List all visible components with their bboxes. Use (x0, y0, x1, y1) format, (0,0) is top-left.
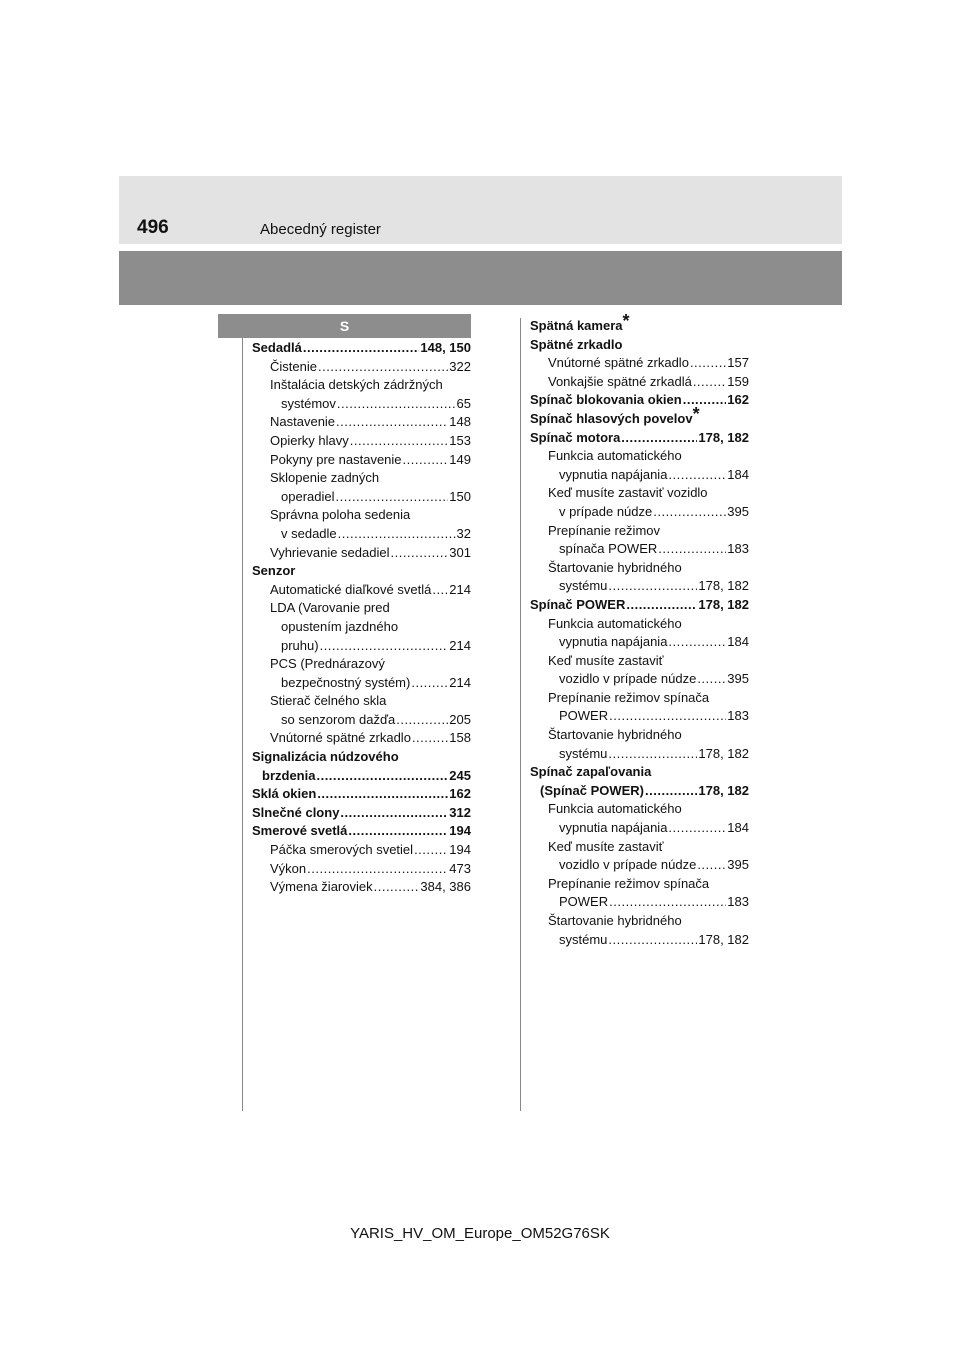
index-term: PCS (Prednárazový (270, 656, 385, 672)
index-term: Funkcia automatického (548, 615, 682, 631)
header-bar (119, 176, 842, 244)
index-term: Keď musíte zastaviť vozidlo (548, 485, 708, 501)
index-term: Páčka smerových svetiel (270, 842, 414, 858)
dot-leader (608, 931, 697, 950)
index-entry (252, 544, 471, 563)
dot-leader (390, 544, 448, 563)
index-entry (252, 581, 471, 600)
index-entry (530, 522, 749, 541)
index-entry (530, 838, 749, 857)
index-page-ref: 301 (449, 544, 471, 560)
index-page-ref: 194 (449, 823, 471, 839)
index-entry (530, 707, 749, 726)
index-entry (530, 912, 749, 931)
index-term: Slnečné clony (252, 804, 340, 820)
index-entry (252, 767, 471, 786)
index-term: Inštalácia detských zádržných (270, 377, 443, 393)
index-term: Spínač blokovania okien (530, 392, 682, 408)
dot-leader (645, 782, 697, 801)
index-entry (252, 488, 471, 507)
index-entry (530, 670, 749, 689)
dot-leader (307, 860, 448, 879)
page-title: Abecedný register (260, 221, 381, 238)
index-term: Vnútorné spätné zrkadlo (548, 355, 689, 371)
dot-leader (658, 540, 726, 559)
index-term: systému (559, 745, 608, 761)
dot-leader (693, 373, 726, 392)
document-code: YARIS_HV_OM_Europe_OM52G76SK (350, 1225, 610, 1242)
index-term: systému (559, 931, 608, 947)
index-term: opustením jazdného (281, 618, 399, 634)
index-entry (530, 429, 749, 448)
index-page-ref: 214 (449, 637, 471, 653)
dot-leader (414, 841, 448, 860)
index-page-ref: 178, 182 (698, 931, 749, 947)
dot-leader (690, 354, 726, 373)
index-term: Sedadlá (252, 340, 302, 355)
index-entry (252, 395, 471, 414)
dot-leader (608, 577, 697, 596)
index-page-ref: 395 (727, 671, 749, 687)
index-page-ref: 158 (449, 730, 471, 746)
index-page-ref: 148 (449, 414, 471, 430)
dot-leader (621, 429, 697, 448)
index-entry (530, 819, 749, 838)
index-page-ref: 183 (727, 894, 749, 910)
index-term: POWER (559, 894, 609, 910)
dot-leader (609, 893, 726, 912)
index-entry (530, 596, 749, 615)
dot-leader (608, 745, 697, 764)
index-entry (530, 652, 749, 671)
index-page-ref: 184 (727, 634, 749, 650)
index-term: Čistenie (270, 358, 317, 374)
dot-leader (683, 391, 727, 410)
index-entry (252, 692, 471, 711)
index-term: Prepínanie režimov (548, 522, 660, 538)
dot-leader (697, 670, 726, 689)
index-term: Spínač motora (530, 429, 621, 445)
index-column-left (252, 339, 471, 897)
index-term: vozidlo v prípade núdze (559, 857, 697, 873)
index-entry (530, 800, 749, 819)
index-term: pruhu) (281, 637, 319, 653)
index-term: Sklá okien (252, 786, 317, 802)
index-entry (530, 354, 749, 373)
index-term: Vnútorné spätné zrkadlo (270, 730, 411, 746)
index-page-ref: 245 (449, 767, 471, 783)
index-term: vypnutia napájania (559, 634, 668, 650)
index-entry (252, 413, 471, 432)
index-page-ref: 32 (456, 525, 471, 541)
dot-leader (337, 395, 456, 414)
index-term: Spätná kamera (530, 318, 623, 333)
dot-leader (609, 707, 726, 726)
index-term: Spätné zrkadlo (530, 336, 623, 352)
index-entry (530, 503, 749, 522)
index-entry (252, 822, 471, 841)
index-entry (252, 637, 471, 656)
dot-leader (336, 413, 448, 432)
index-term: Správna poloha sedenia (270, 507, 411, 523)
index-page-ref: 178, 182 (698, 745, 749, 761)
index-entry (252, 674, 471, 693)
index-entry (252, 618, 471, 637)
index-term: Pokyny pre nastavenie (270, 451, 402, 467)
index-entry (252, 655, 471, 674)
page-number: 496 (137, 217, 169, 238)
index-term: Keď musíte zastaviť (548, 838, 664, 854)
index-entry (530, 856, 749, 875)
dot-leader (340, 804, 448, 823)
index-entry (530, 336, 749, 355)
index-term: Spínač POWER (530, 596, 626, 612)
index-entry (530, 782, 749, 801)
dot-leader (412, 729, 448, 748)
index-entry (530, 745, 749, 764)
index-entry (252, 748, 471, 767)
index-page-ref: 162 (449, 786, 471, 802)
index-term: operadiel (281, 488, 335, 504)
index-page-ref: 473 (449, 860, 471, 876)
index-page-ref: 205 (449, 711, 471, 727)
dot-leader (350, 432, 449, 451)
index-entry (252, 841, 471, 860)
index-page-ref: 162 (727, 392, 749, 408)
index-term: Funkcia automatického (548, 448, 682, 464)
dot-leader (336, 488, 449, 507)
index-entry (530, 559, 749, 578)
dot-leader (396, 711, 448, 730)
index-term: Smerové svetlá (252, 823, 348, 839)
dot-leader (338, 525, 456, 544)
index-term: brzdenia (262, 767, 316, 783)
dot-leader (348, 822, 448, 841)
index-entry (530, 540, 749, 559)
section-letter-tab: S (218, 314, 471, 338)
index-entry (530, 931, 749, 950)
index-term: POWER (559, 708, 609, 724)
index-column-right (530, 311, 749, 949)
index-term: Opierky hlavy (270, 432, 349, 448)
index-term: Štartovanie hybridného (548, 727, 682, 743)
dot-leader (432, 581, 448, 600)
index-entry (530, 466, 749, 485)
index-entry (252, 376, 471, 395)
index-term: bezpečnostný systém) (281, 674, 411, 690)
index-term: Výkon (270, 860, 307, 876)
index-term: spínača POWER (559, 541, 658, 557)
index-term: v prípade núdze (559, 503, 653, 519)
index-entry (530, 577, 749, 596)
dot-leader (668, 466, 726, 485)
index-term: Prepínanie režimov spínača (548, 875, 710, 891)
index-entry (252, 432, 471, 451)
index-entry (252, 729, 471, 748)
index-term: Spínač hlasových povelov (530, 410, 693, 426)
index-page-ref: 183 (727, 541, 749, 557)
index-page-ref: 395 (727, 503, 749, 519)
index-entry (530, 391, 749, 410)
index-entry (252, 785, 471, 804)
right-column-rule (520, 318, 521, 1111)
index-term: Štartovanie hybridného (548, 913, 682, 928)
index-term: LDA (Varovanie pred (270, 600, 390, 616)
index-term: (Spínač POWER) (540, 782, 645, 798)
index-entry (252, 804, 471, 823)
index-page-ref: 183 (727, 708, 749, 724)
index-term: so senzorom dažďa (281, 711, 396, 727)
index-entry (530, 633, 749, 652)
index-term: Signalizácia núdzového (252, 749, 399, 765)
index-page-ref: 157 (727, 355, 749, 371)
index-term: Sklopenie zadných (270, 470, 380, 486)
index-entry (530, 447, 749, 466)
index-page-ref: 214 (449, 581, 471, 597)
index-entry (252, 878, 471, 897)
dot-leader (626, 596, 697, 615)
index-entry (252, 562, 471, 581)
index-page-ref: 384, 386 (420, 879, 471, 895)
index-page-ref: 214 (449, 674, 471, 690)
left-column-rule (242, 338, 243, 1111)
index-entry (530, 893, 749, 912)
asterisk-mark: * (692, 403, 700, 424)
dot-leader (303, 339, 420, 358)
index-term: systému (559, 578, 608, 594)
index-page-ref: 65 (456, 395, 471, 411)
index-term: Spínač zapaľovania (530, 764, 652, 780)
index-page-ref: 178, 182 (698, 578, 749, 594)
index-term: Nastavenie (270, 414, 336, 430)
index-page-ref: 184 (727, 820, 749, 836)
index-page-ref: 148, 150 (420, 340, 471, 355)
header-band (119, 251, 842, 305)
index-page-ref: 312 (449, 804, 471, 820)
index-entry (530, 726, 749, 745)
index-term: systémov (281, 395, 336, 411)
index-term: v sedadle (281, 525, 337, 541)
index-term: vypnutia napájania (559, 466, 668, 482)
dot-leader (318, 358, 448, 377)
index-page-ref: 159 (727, 373, 749, 389)
index-entry (252, 506, 471, 525)
dot-leader (668, 819, 726, 838)
index-page-ref: 322 (449, 358, 471, 374)
index-term: Stierač čelného skla (270, 693, 387, 709)
index-entry (252, 451, 471, 470)
index-page-ref: 178, 182 (698, 429, 749, 445)
index-term: Prepínanie režimov spínača (548, 689, 710, 705)
index-term: Vonkajšie spätné zrkadlá (548, 373, 692, 389)
dot-leader (316, 767, 448, 786)
index-entry (530, 689, 749, 708)
index-entry (252, 599, 471, 618)
dot-leader (320, 637, 449, 656)
index-term: vozidlo v prípade núdze (559, 671, 697, 687)
index-term: Výmena žiaroviek (270, 879, 373, 895)
index-page-ref: 150 (449, 488, 471, 504)
index-term: Senzor (252, 563, 296, 579)
dot-leader (317, 785, 448, 804)
index-term: vypnutia napájania (559, 820, 668, 836)
index-term: Automatické diaľkové svetlá (270, 581, 432, 597)
index-entry (252, 525, 471, 544)
index-entry (252, 358, 471, 377)
index-entry (252, 711, 471, 730)
index-entry (252, 860, 471, 879)
asterisk-mark: * (622, 311, 630, 331)
index-term: Funkcia automatického (548, 801, 682, 817)
dot-leader (374, 878, 420, 897)
dot-leader (697, 856, 726, 875)
index-entry (530, 484, 749, 503)
dot-leader (403, 451, 449, 470)
index-entry (252, 469, 471, 488)
index-entry (530, 373, 749, 392)
index-term: Keď musíte zastaviť (548, 652, 664, 668)
index-page-ref: 178, 182 (698, 782, 749, 798)
dot-leader (653, 503, 726, 522)
index-entry (530, 311, 749, 336)
index-page-ref: 194 (449, 842, 471, 858)
index-entry (530, 403, 749, 429)
index-page-ref: 184 (727, 466, 749, 482)
index-page-ref: 178, 182 (698, 596, 749, 612)
index-entry (530, 875, 749, 894)
index-page-ref: 153 (449, 432, 471, 448)
index-page-ref: 149 (449, 451, 471, 467)
index-page-ref: 395 (727, 857, 749, 873)
dot-leader (411, 674, 448, 693)
index-term: Vyhrievanie sedadiel (270, 544, 390, 560)
index-entry (252, 339, 471, 358)
dot-leader (668, 633, 726, 652)
index-term: Štartovanie hybridného (548, 559, 682, 575)
index-entry (530, 763, 749, 782)
index-entry (530, 615, 749, 634)
